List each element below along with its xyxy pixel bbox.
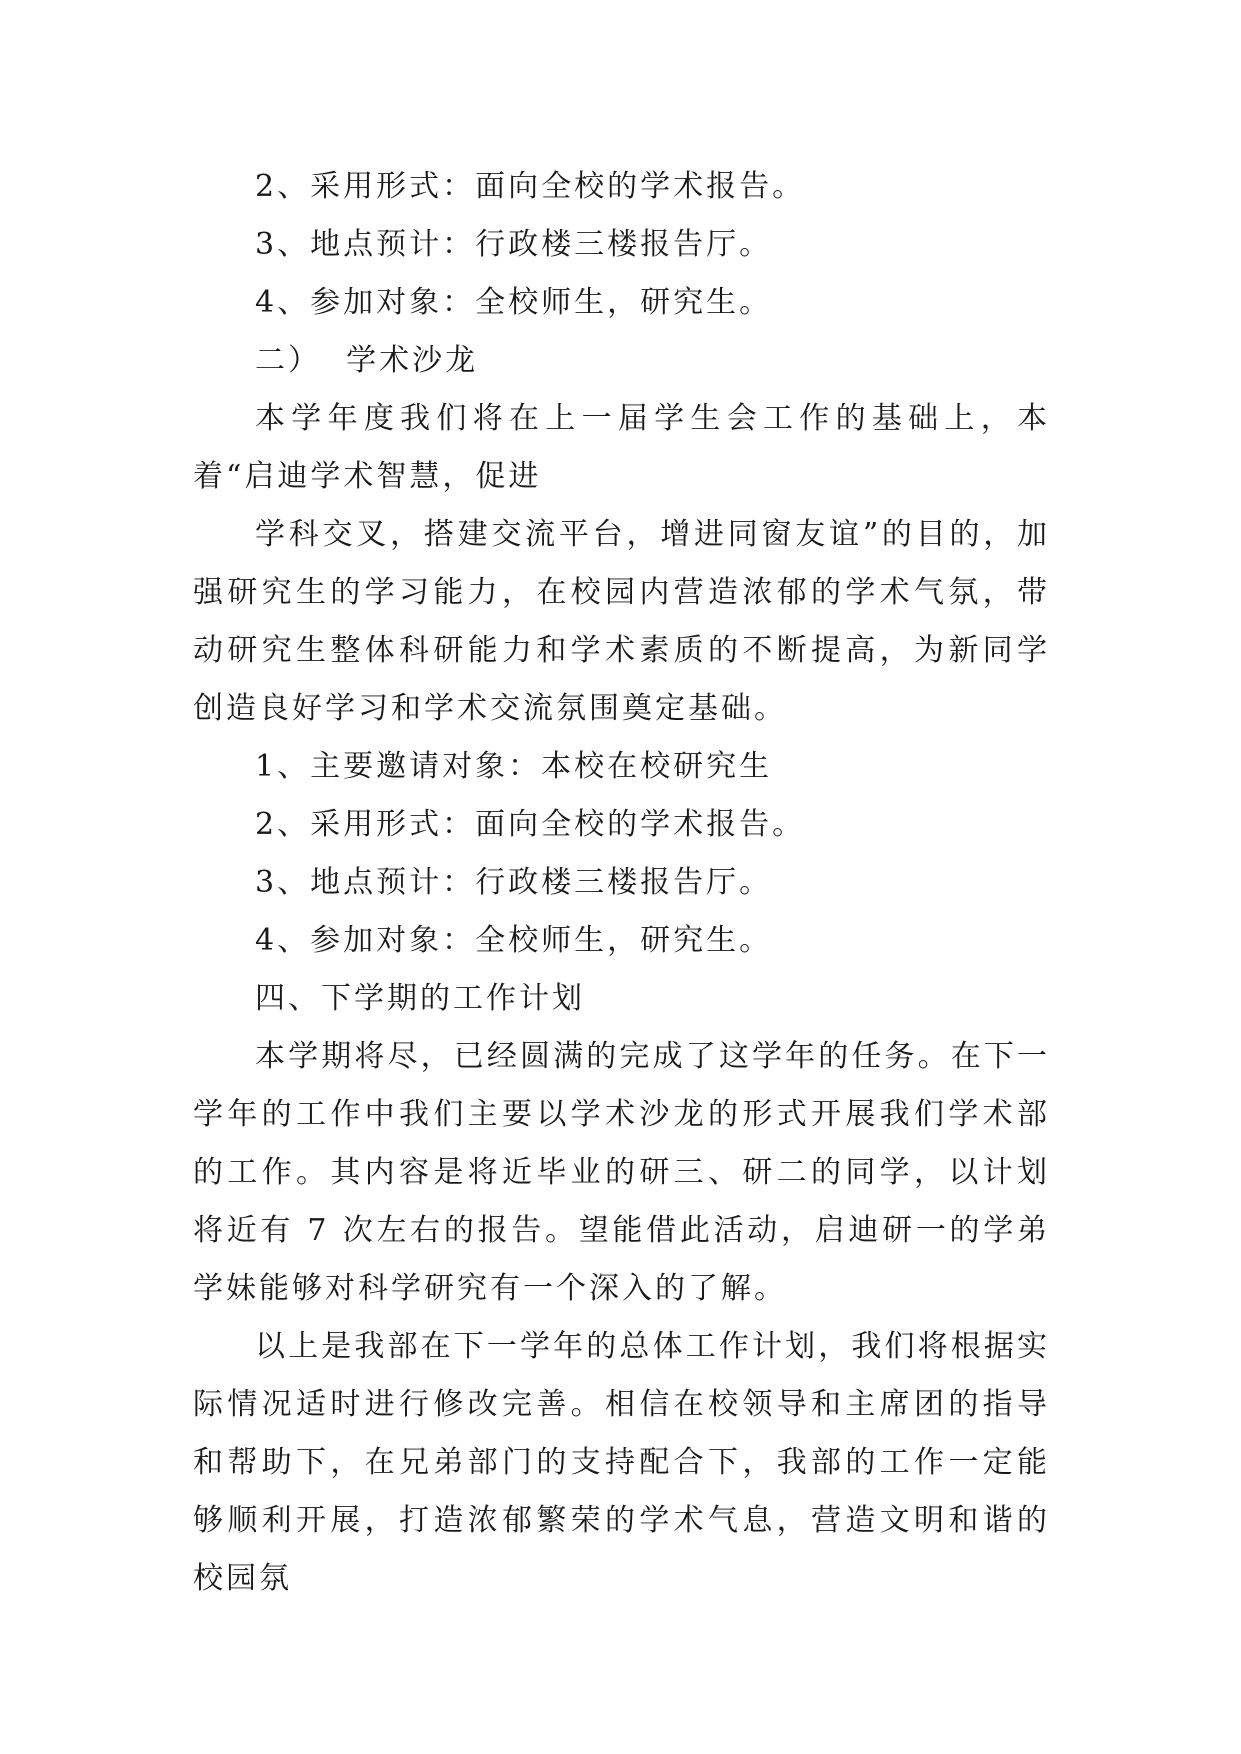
paragraph: 本学期将尽，已经圆满的完成了这学年的任务。在下一学年的工作中我们主要以学术沙龙的形式开展我们学术部的工作。其内容是将近毕业的研三、研二的同学，以计划将近有 7 次左右的报告。望能借此活动，启迪研一的学弟学妹能够对科学研究有一个深入的了解。 [193, 1039, 1050, 1306]
list-item: 1、主要邀请对象：本校在校研究生 [255, 749, 773, 784]
list-item: 3、地点预计：行政楼三楼报告厅。 [255, 227, 773, 262]
list-item: 4、参加对象：全校师生，研究生。 [255, 923, 773, 958]
list-item: 4、参加对象：全校师生，研究生。 [255, 285, 773, 320]
paragraph: 以上是我部在下一学年的总体工作计划，我们将根据实际情况适时进行修改完善。相信在校领导和主席团的指导和帮助下，在兄弟部门的支持配合下，我部的工作一定能够顺利开展，打造浓郁繁荣的学术气息，营造文明和谐的校园氛 [193, 1329, 1050, 1596]
paragraph: 学科交叉，搭建交流平台，增进同窗友谊”的目的，加强研究生的学习能力，在校园内营造浓郁的学术气氛，带动研究生整体科研能力和学术素质的不断提高，为新同学创造良好学习和学术交流氛围奠定基础。 [193, 517, 1050, 726]
list-item: 2、采用形式：面向全校的学术报告。 [255, 807, 806, 842]
section-heading: 四、下学期的工作计划 [255, 981, 585, 1016]
section-heading: 二） 学术沙龙 [255, 343, 479, 378]
paragraph: 本学年度我们将在上一届学生会工作的基础上，本着“启迪学术智慧，促进 [193, 401, 1050, 494]
list-item: 3、地点预计：行政楼三楼报告厅。 [255, 865, 773, 900]
list-item: 2、采用形式：面向全校的学术报告。 [255, 169, 806, 204]
document-body [193, 158, 1050, 1608]
